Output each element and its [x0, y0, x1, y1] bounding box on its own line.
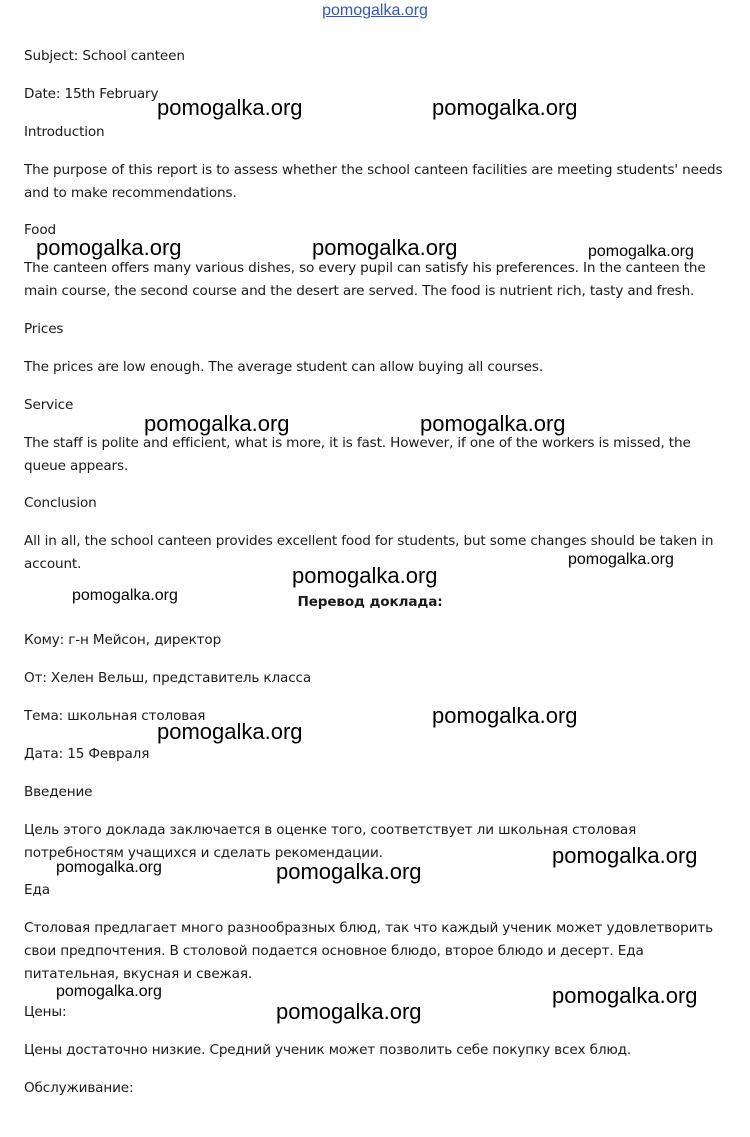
translation-date: Дата: 15 Февраля	[24, 746, 150, 762]
conclusion-heading: Conclusion	[24, 495, 97, 511]
watermark: pomogalka.org	[312, 235, 458, 260]
watermark: pomogalka.org	[36, 235, 182, 260]
service-text: The staff is polite and efficient, what is more, it is fast. However, if one of the workers is missed, the queue appears.	[24, 435, 691, 474]
watermark: pomogalka.org	[276, 999, 422, 1024]
prices-heading: Prices	[24, 321, 64, 337]
translation-food-text: Столовая предлагает много разнообразных блюд, так что каждый ученик может удовлетворить свои предпочтения. В столовой подается основное блюдо, второе блюдо и десерт. Еда питательная, вкусная и свежая.	[24, 920, 713, 982]
watermark: pomogalka.org	[552, 843, 698, 868]
introduction-text: The purpose of this report is to assess whether the school canteen facilities are meeting students' needs and to make recommendations.	[24, 162, 723, 201]
translation-subject: Тема: школьная столовая	[24, 708, 206, 724]
watermark: pomogalka.org	[432, 95, 578, 120]
translation-introduction-text: Цель этого доклада заключается в оценке того, соответствует ли школьная столовая потребностям учащихся и сделать рекомендации.	[24, 822, 637, 861]
conclusion-text: All in all, the school canteen provides excellent food for students, but some changes should be taken in account.	[24, 533, 714, 572]
watermark: pomogalka.org	[157, 719, 303, 744]
report-subject: Subject: School canteen	[24, 48, 185, 64]
watermark: pomogalka.org	[292, 563, 438, 588]
watermark: pomogalka.org	[72, 587, 178, 604]
translation-introduction-heading: Введение	[24, 784, 93, 800]
translation-from: От: Хелен Вельш, представитель класса	[24, 670, 312, 686]
translation-to: Кому: г-н Мейсон, директор	[24, 632, 222, 648]
watermark: pomogalka.org	[420, 411, 566, 436]
watermark: pomogalka.org	[56, 983, 162, 1000]
watermark: pomogalka.org	[588, 243, 694, 260]
translation-prices-heading: Цены:	[24, 1004, 67, 1020]
food-heading: Food	[24, 222, 56, 238]
header-site-link[interactable]: pomogalka.org	[322, 2, 428, 19]
watermark: pomogalka.org	[157, 95, 303, 120]
watermark: pomogalka.org	[568, 551, 674, 568]
prices-text: The prices are low enough. The average student can allow buying all courses.	[24, 359, 543, 375]
watermark: pomogalka.org	[144, 411, 290, 436]
translation-heading: Перевод доклада:	[297, 594, 443, 610]
translation-prices-text: Цены достаточно низкие. Средний ученик может позволить себе покупку всех блюд.	[24, 1042, 632, 1058]
service-heading: Service	[24, 397, 74, 413]
watermark: pomogalka.org	[552, 983, 698, 1008]
introduction-heading: Introduction	[24, 124, 105, 140]
food-text: The canteen offers many various dishes, so every pupil can satisfy his preferences. In the canteen the main course, the second course and the desert are served. The food is nutrient rich, tasty and fresh.	[24, 260, 706, 299]
watermark: pomogalka.org	[276, 859, 422, 884]
translation-service-heading: Обслуживание:	[24, 1080, 134, 1096]
report-date: Date: 15th February	[24, 86, 159, 102]
watermark: pomogalka.org	[432, 703, 578, 728]
translation-food-heading: Еда	[24, 882, 50, 898]
watermark: pomogalka.org	[56, 859, 162, 876]
